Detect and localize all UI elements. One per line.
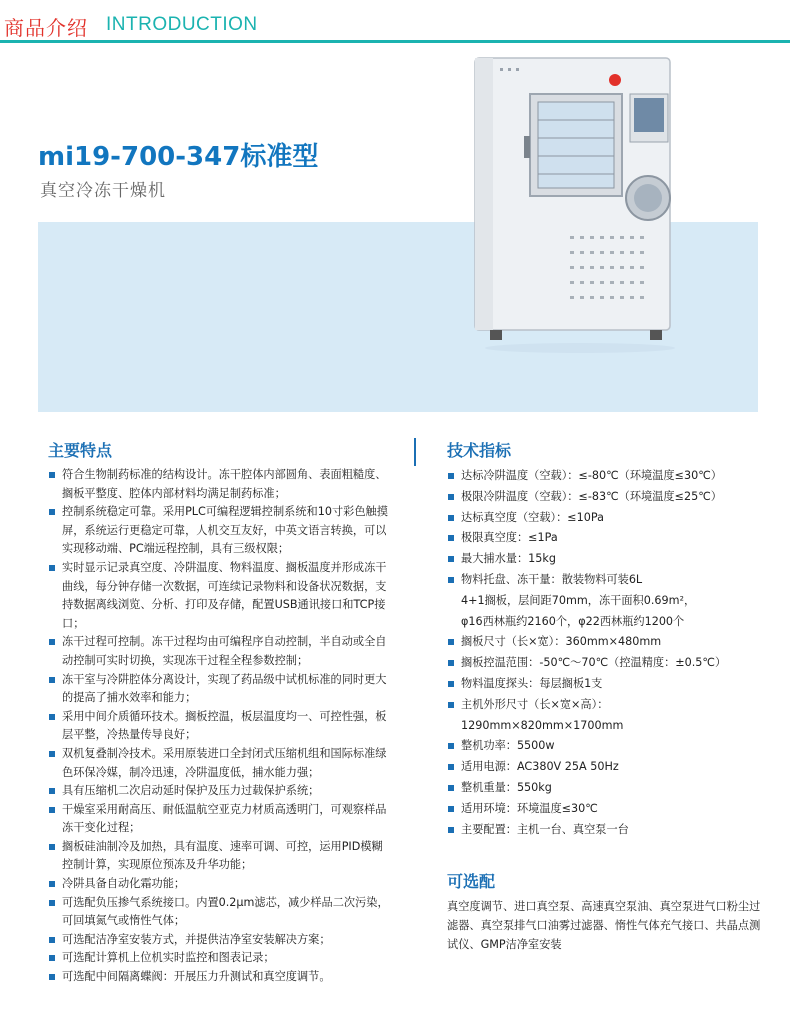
product-model: mi19-700-347标准型 bbox=[38, 142, 319, 172]
feature-item: 干燥室采用耐高压、耐低温航空亚克力材质高透明门，可观察样品冻干变化过程； bbox=[48, 801, 393, 838]
features-title: 主要特点 bbox=[48, 441, 113, 460]
tech-spec-item: 适用电源：AC380V 25A 50Hz bbox=[447, 757, 767, 778]
tech-spec-item: 整机重量：550kg bbox=[447, 778, 767, 799]
section-divider bbox=[414, 438, 416, 466]
feature-item: 可选配洁净室安装方式，并提供洁净室安装解决方案； bbox=[48, 931, 393, 950]
features-list bbox=[48, 466, 393, 987]
feature-item: 采用中间介质循环技术。搁板控温，板层温度均一、可控性强，板层平整，冷热量传导良好； bbox=[48, 708, 393, 745]
tech-spec-item: 4+1搁板，层间距70mm，冻干面积0.69m²， bbox=[461, 593, 696, 607]
feature-item: 冷阱具备自动化霜功能； bbox=[48, 875, 393, 894]
tech-spec-item: 搁板尺寸（长×宽）：360mm×480mm bbox=[447, 632, 767, 653]
options-title: 可选配 bbox=[447, 872, 496, 891]
tech-spec-item: 主要配置：主机一台、真空泵一台 bbox=[447, 820, 767, 841]
feature-item: 控制系统稳定可靠。采用PLC可编程逻辑控制系统和10寸彩色触摸屏，系统运行更稳定可靠，人机交互友好，中英文语言转换，可以实现移动端、PC端远程控制，具有三级权限； bbox=[48, 503, 393, 559]
header-title-en: INTRODUCTION bbox=[106, 14, 258, 35]
header-divider bbox=[0, 40, 790, 43]
product-subtitle: 真空冷冻干燥机 bbox=[40, 181, 166, 201]
feature-item: 可选配中间隔离蝶阀：开展压力升测试和真空度调节。 bbox=[48, 968, 393, 987]
feature-item: 搁板硅油制冷及加热，具有温度、速率可调、可控，运用PID模糊控制计算，实现原位预冻及升华功能； bbox=[48, 838, 393, 875]
header-title-cn: 商品介绍 bbox=[4, 16, 88, 40]
tech-spec-item: 物料温度探头：每层搁板1支 bbox=[447, 674, 767, 695]
tech-spec-item: 主机外形尺寸（长×宽×高）： bbox=[447, 695, 767, 716]
feature-item: 冻干室与冷阱腔体分离设计，实现了药品级中试机标准的同时更大的提高了捕水效率和能力； bbox=[48, 671, 393, 708]
tech-spec-item: 最大捕水量：15kg bbox=[447, 549, 767, 570]
tech-spec-item: 达标冷阱温度（空载）：≤-80℃（环境温度≤30℃） bbox=[447, 466, 767, 487]
feature-item: 可选配负压掺气系统接口。内置0.2μm滤芯，减少样品二次污染，可回填氮气或惰性气体； bbox=[48, 894, 393, 931]
tech-spec-item: 极限冷阱温度（空载）：≤-83℃（环境温度≤25℃） bbox=[447, 487, 767, 508]
tech-specs-title: 技术指标 bbox=[447, 441, 512, 460]
tech-spec-item: φ16西林瓶约2160个，φ22西林瓶约1200个 bbox=[461, 614, 685, 628]
tech-spec-item: 适用环境：环境温度≤30℃ bbox=[447, 799, 767, 820]
feature-item: 符合生物制药标准的结构设计。冻干腔体内部圆角、表面粗糙度、搁板平整度、腔体内部材料均满足制药标准； bbox=[48, 466, 393, 503]
tech-spec-item: 达标真空度（空载）：≤10Pa bbox=[447, 508, 767, 529]
tech-spec-item: 极限真空度：≤1Pa bbox=[447, 528, 767, 549]
feature-item: 可选配计算机上位机实时监控和图表记录； bbox=[48, 949, 393, 968]
tech-spec-item: 物料托盘、冻干量：散装物料可装6L bbox=[447, 570, 767, 591]
tech-spec-item: 搁板控温范围：-50℃～70℃（控温精度：±0.5℃） bbox=[447, 653, 767, 674]
tech-specs-list bbox=[447, 466, 767, 840]
tech-spec-item: 1290mm×820mm×1700mm bbox=[461, 718, 624, 732]
tech-spec-item: 整机功率：5500w bbox=[447, 736, 767, 757]
feature-item: 冻干过程可控制。冻干过程均由可编程序自动控制，半自动或全自动控制可实时切换，实现冻干过程全程参数控制； bbox=[48, 633, 393, 670]
feature-item: 双机复叠制冷技术。采用原装进口全封闭式压缩机组和国际标准绿色环保冷媒，制冷迅速，冷阱温度低，捕水能力强； bbox=[48, 745, 393, 782]
freeze-dryer-image bbox=[470, 56, 690, 356]
feature-item: 具有压缩机二次启动延时保护及压力过载保护系统； bbox=[48, 782, 393, 801]
page-header bbox=[0, 0, 790, 44]
feature-item: 实时显示记录真空度、冷阱温度、物料温度、搁板温度并形成冻干曲线，每分钟存储一次数据，可连续记录物料和设备状况数据，支持数据离线浏览、分析、打印及存储，配置USB通讯接口和TCP接口； bbox=[48, 559, 393, 633]
options-text: 真空度调节、进口真空泵、高速真空泵油、真空泵进气口粉尘过滤器、真空泵排气口油雾过滤器、惰性气体充气接口、共晶点测试仪、GMP洁净室安装 bbox=[447, 900, 761, 951]
